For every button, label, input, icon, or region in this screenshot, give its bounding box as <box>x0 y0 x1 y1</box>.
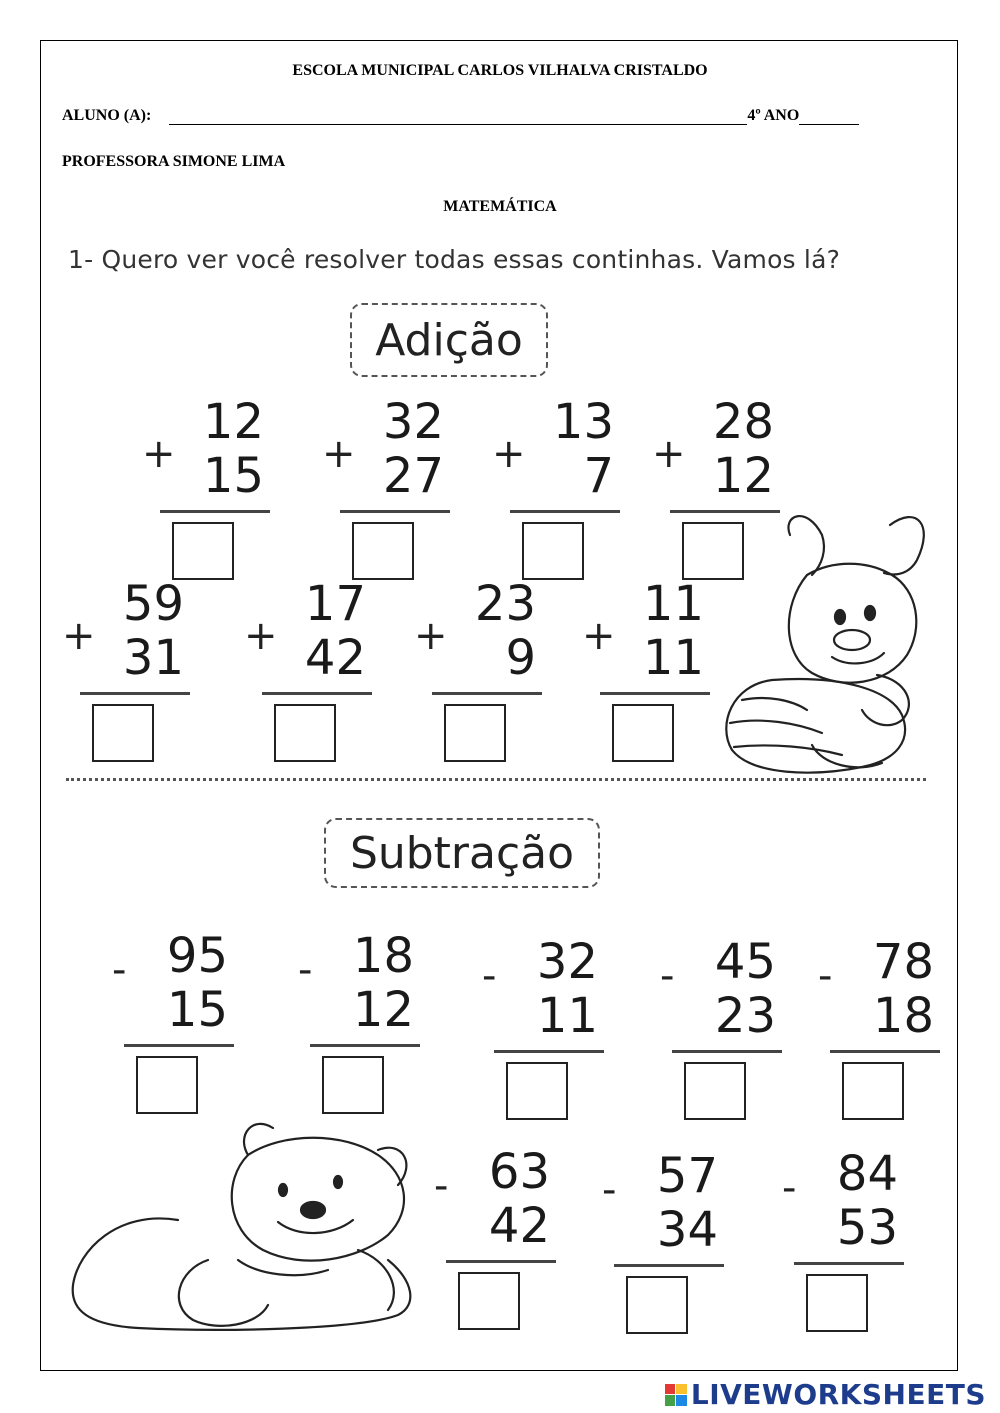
sum-line <box>160 510 270 513</box>
subtrahend: 23 <box>714 988 776 1044</box>
piglet-right-ear <box>884 517 924 574</box>
subtrahend: 11 <box>536 988 598 1044</box>
minus-sign: - <box>112 947 127 993</box>
addend-top: 13 <box>552 394 614 450</box>
answer-box[interactable] <box>458 1272 520 1330</box>
difference-line <box>830 1050 940 1053</box>
pooh-bear-illustration <box>58 1110 438 1335</box>
grade-label: 4º ANO <box>747 107 800 124</box>
addend-bottom: 31 <box>122 630 184 686</box>
minuend: 84 <box>836 1146 898 1202</box>
subtraction-problem <box>782 1146 904 1340</box>
subtrahend: 53 <box>836 1200 898 1256</box>
difference-line <box>446 1260 556 1263</box>
plus-sign: + <box>582 613 616 659</box>
minuend: 57 <box>656 1148 718 1204</box>
addend-top: 23 <box>474 576 536 632</box>
difference-line <box>494 1050 604 1053</box>
addend-bottom: 27 <box>382 448 444 504</box>
minuend: 63 <box>488 1144 550 1200</box>
minus-sign: - <box>434 1163 449 1209</box>
addition-title: Adição <box>350 303 548 377</box>
subtraction-title: Subtração <box>324 818 600 888</box>
addition-problem <box>492 394 620 588</box>
addend-bottom: 9 <box>505 630 536 686</box>
answer-box[interactable] <box>274 704 336 762</box>
brand-name: LIVEWORKSHEETS <box>690 1378 986 1411</box>
difference-line <box>794 1262 904 1265</box>
subtrahend: 15 <box>166 982 228 1038</box>
plus-sign: + <box>62 613 96 659</box>
minus-sign: - <box>602 1167 617 1213</box>
addend-top: 59 <box>122 576 184 632</box>
liveworksheets-logo-icon <box>665 1384 687 1406</box>
addend-bottom: 42 <box>304 630 366 686</box>
subtraction-problem <box>602 1148 724 1342</box>
addition-problem <box>62 576 190 770</box>
addition-problem <box>322 394 450 588</box>
liveworksheets-brand[interactable] <box>665 1378 986 1411</box>
addend-top: 32 <box>382 394 444 450</box>
addend-top: 11 <box>642 576 704 632</box>
addend-bottom: 7 <box>583 448 614 504</box>
pooh-body <box>73 1218 411 1329</box>
addition-problem <box>582 576 710 770</box>
student-line <box>62 107 859 125</box>
minuend: 95 <box>166 928 228 984</box>
subtrahend: 34 <box>656 1202 718 1258</box>
answer-box[interactable] <box>136 1056 198 1114</box>
sum-line <box>600 692 710 695</box>
difference-line <box>310 1044 420 1047</box>
answer-box[interactable] <box>806 1274 868 1332</box>
piglet-left-ear <box>788 516 824 575</box>
plus-sign: + <box>492 431 526 477</box>
subtraction-problem <box>434 1144 556 1338</box>
subtrahend: 42 <box>488 1198 550 1254</box>
student-label: ALUNO (A): <box>62 107 152 124</box>
minus-sign: - <box>782 1165 797 1211</box>
answer-box[interactable] <box>322 1056 384 1114</box>
piglet-illustration <box>712 505 942 780</box>
addition-problem <box>414 576 542 770</box>
sum-line <box>432 692 542 695</box>
sum-line <box>80 692 190 695</box>
addend-top: 17 <box>304 576 366 632</box>
addend-top: 28 <box>712 394 774 450</box>
teacher-name: PROFESSORA SIMONE LIMA <box>62 153 286 170</box>
student-name-field[interactable] <box>169 110 747 125</box>
subtraction-problem <box>298 928 420 1122</box>
plus-sign: + <box>142 431 176 477</box>
subtrahend: 18 <box>872 988 934 1044</box>
answer-box[interactable] <box>444 704 506 762</box>
answer-box[interactable] <box>626 1276 688 1334</box>
minus-sign: - <box>660 953 675 999</box>
answer-box[interactable] <box>172 522 234 580</box>
plus-sign: + <box>652 431 686 477</box>
section-divider <box>66 778 926 781</box>
minus-sign: - <box>818 953 833 999</box>
addition-problem <box>142 394 270 588</box>
plus-sign: + <box>414 613 448 659</box>
instruction-text: 1- Quero ver você resolver todas essas continhas. Vamos lá? <box>68 245 841 274</box>
addend-bottom: 11 <box>642 630 704 686</box>
plus-sign: + <box>244 613 278 659</box>
piglet-head <box>789 564 916 683</box>
grade-class-field[interactable] <box>799 110 859 125</box>
piglet-body <box>726 679 905 773</box>
difference-line <box>672 1050 782 1053</box>
difference-line <box>614 1264 724 1267</box>
subject-title: MATEMÁTICA <box>443 198 557 215</box>
subtraction-problem <box>112 928 234 1122</box>
school-name: ESCOLA MUNICIPAL CARLOS VILHALVA CRISTALDO <box>292 62 708 79</box>
difference-line <box>124 1044 234 1047</box>
sum-line <box>510 510 620 513</box>
subtrahend: 12 <box>352 982 414 1038</box>
pooh-left-ear <box>244 1124 273 1155</box>
minuend: 18 <box>352 928 414 984</box>
answer-box[interactable] <box>684 1062 746 1120</box>
addend-top: 12 <box>202 394 264 450</box>
subtraction-problem <box>660 934 782 1128</box>
pooh-head <box>232 1138 404 1261</box>
addition-problem <box>244 576 372 770</box>
addend-bottom: 12 <box>712 448 774 504</box>
answer-box[interactable] <box>92 704 154 762</box>
sum-line <box>262 692 372 695</box>
plus-sign: + <box>322 431 356 477</box>
subtraction-problem <box>818 934 940 1128</box>
minus-sign: - <box>298 947 313 993</box>
answer-box[interactable] <box>522 522 584 580</box>
answer-box[interactable] <box>506 1062 568 1120</box>
addend-bottom: 15 <box>202 448 264 504</box>
minuend: 32 <box>536 934 598 990</box>
answer-box[interactable] <box>352 522 414 580</box>
subtraction-problem <box>482 934 604 1128</box>
minus-sign: - <box>482 953 497 999</box>
sum-line <box>340 510 450 513</box>
minuend: 78 <box>872 934 934 990</box>
answer-box[interactable] <box>842 1062 904 1120</box>
minuend: 45 <box>714 934 776 990</box>
answer-box[interactable] <box>612 704 674 762</box>
